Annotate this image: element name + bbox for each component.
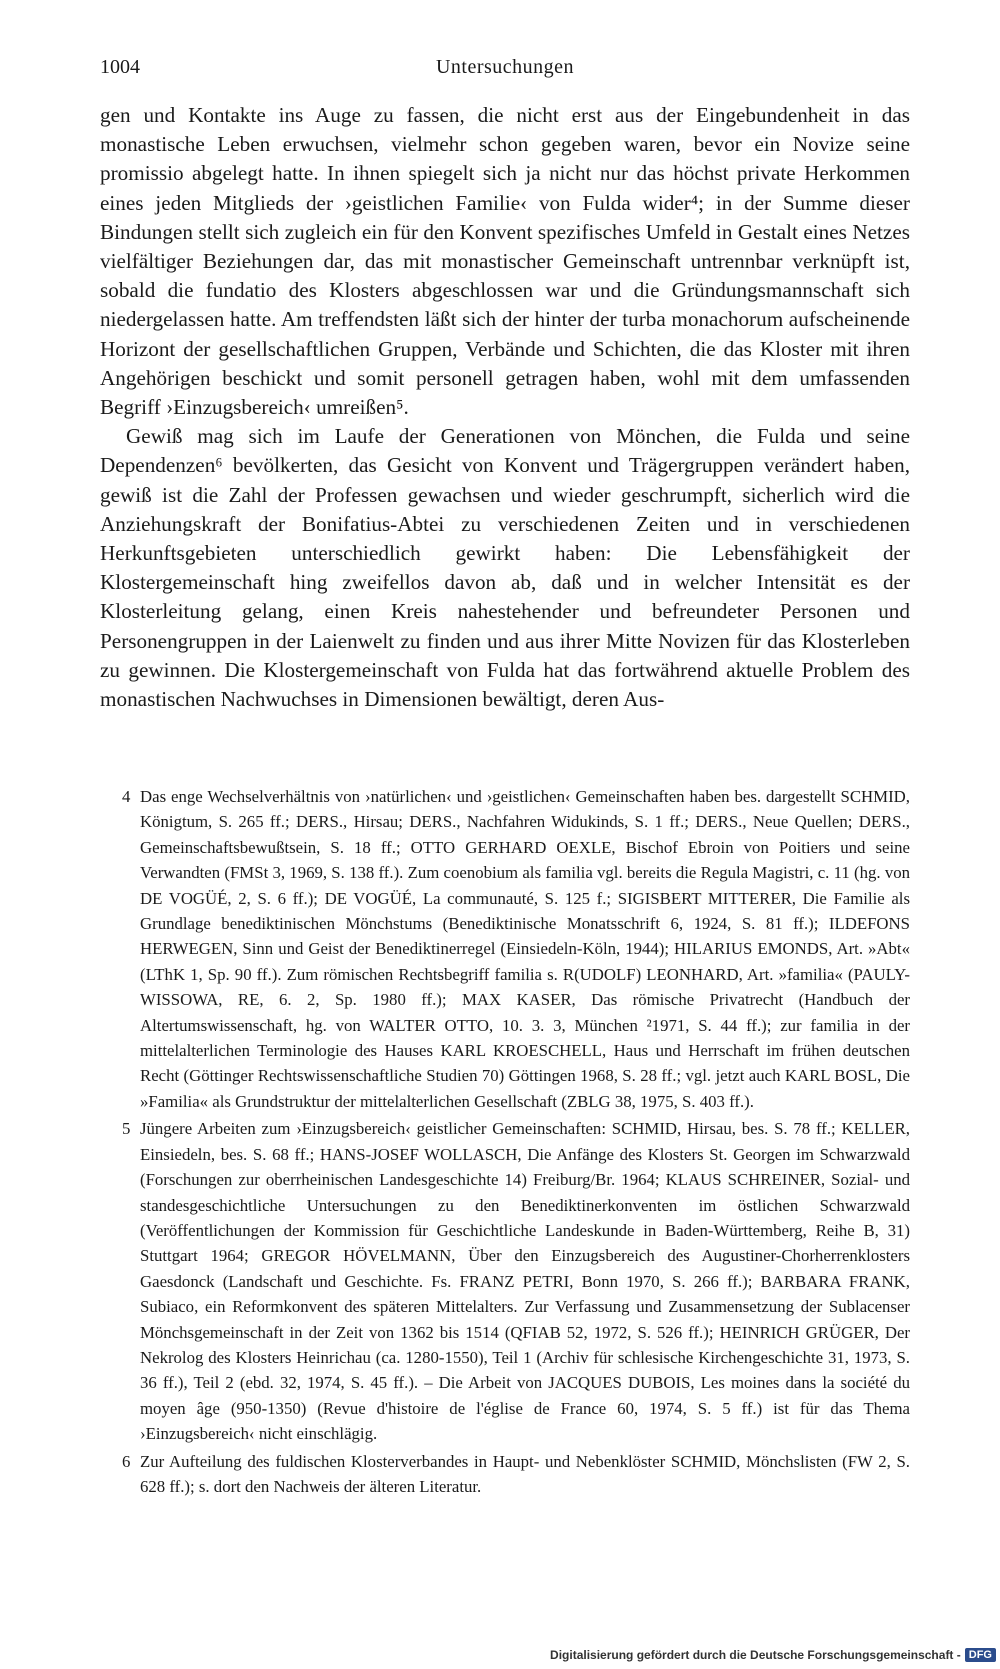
page-number: 1004: [100, 56, 140, 78]
running-head: Untersuchungen: [435, 56, 575, 78]
paragraph: gen und Kontakte ins Auge zu fassen, die nicht erst aus der Eingebundenheit in das monastische Leben erwuchsen, vielmehr schon gegeben waren, bevor ein Novize seine promissio abgelegt hatte. In ihnen spiegelt sich ja nicht nur das höchst private Herkommen eines jeden Mitglieds der ›geistlichen Familie‹ von Fulda wider⁴; in der Summe dieser Bindungen stellt sich zugleich ein für den Konvent spezifisches Umfeld in Gestalt eines Netzes vielfältiger Beziehungen dar, das mit monastischer Gemeinschaft untrennbar verknüpft ist, sobald die fundatio des Klosters abgeschlossen war und die Gründungsmannschaft sich niedergelassen hatte. Am treffendsten läßt sich der hinter der turba monachorum aufscheinende Horizont der gesellschaftlichen Gruppen, Verbände und Schichten, die das Kloster mit ihren Angehörigen beschickt und somit personell getragen haben, wohl mit dem umfassenden Begriff ›Einzugsbereich‹ umreißen⁵.: [100, 103, 910, 420]
footnote-number: 5: [122, 1119, 131, 1139]
footnotes: [100, 784, 910, 1501]
footnote-text: Das enge Wechselverhältnis von ›natürlichen‹ und ›geistlichen‹ Gemeinschaften haben bes. dargestellt SCHMID, Königtum, S. 265 ff.; DERS., Hirsau; DERS., Nachfahren Widukinds, S. 1 ff.; DERS., Neue Quellen; DERS., Gemeinschaftsbewußtsein, S. 18 ff.; OTTO GERHARD OEXLE, Bischof Ebroin von Poitiers und seine Verwandten (FMSt 3, 1969, S. 138 ff.). Zum coenobium als familia vgl. bereits die Regula Magistri, c. 11 (hg. von DE VOGÜÉ, 2, S. 6 ff.); DE VOGÜÉ, La communauté, S. 125 f.; SIGISBERT MITTERER, Die Familie als Grundlage benediktinischen Mönchstums (Benediktinische Monatsschrift 6, 1924, S. 81 ff.); ILDEFONS HERWEGEN, Sinn und Geist der Benediktinerregel (Einsiedeln-Köln, 1944); HILARIUS EMONDS, Art. »Abt« (LThK 1, Sp. 90 ff.). Zum römischen Rechtsbegriff familia s. R(UDOLF) LEONHARD, Art. »familia« (PAULY-WISSOWA, RE, 6. 2, Sp. 1980 ff.); MAX KASER, Das römische Privatrecht (Handbuch der Altertumswissenschaft, hg. von WALTER OTTO, 10. 3. 3, München ²1971, S. 44 ff.); zur familia in der mittelalterlichen Terminologie des Hauses KARL KROESCHELL, Haus und Herrschaft im frühen deutschen Recht (Göttinger Rechtswissenschaftliche Studien 70) Göttingen 1968, S. 28 ff.; vgl. jetzt auch KARL BOSL, Die »Familia« als Grundstruktur der mittelalterlichen Gesellschaft (ZBLG 38, 1975, S. 403 ff.).: [140, 787, 910, 1111]
credit-text: Digitalisierung gefördert durch die Deutsche Forschungsgemeinschaft -: [550, 1648, 961, 1662]
footnote-text: Jüngere Arbeiten zum ›Einzugsbereich‹ geistlicher Gemeinschaften: SCHMID, Hirsau, bes. S. 78 ff.; KELLER, Einsiedeln, bes. S. 68 ff.; HANS-JOSEF WOLLASCH, Die Anfänge des Klosters St. Georgen im Schwarzwald (Forschungen zur oberrheinischen Landesgeschichte 14) Freiburg/Br. 1964; KLAUS SCHREINER, Sozial- und standesgeschichtliche Untersuchungen zu den Benediktinerkonventen im östlichen Schwarzwald (Veröffentlichungen der Kommission für Geschichtliche Landeskunde in Baden-Württemberg, Reihe B, 31) Stuttgart 1964; GREGOR HÖVELMANN, Über den Einzugsbereich des Augustiner-Chorherrenklosters Gaesdonck (Landschaft und Geschichte. Fs. FRANZ PETRI, Bonn 1970, S. 266 ff.); BARBARA FRANK, Subiaco, ein Reformkonvent des späteren Mittelalters. Zur Verfassung und Zusammensetzung der Sublacenser Mönchsgemeinschaft in der Zeit von 1362 bis 1514 (QFIAB 52, 1972, S. 526 ff.); HEINRICH GRÜGER, Der Nekrolog des Klosters Heinrichau (ca. 1280-1550), Teil 1 (Archiv für schlesische Kirchengeschichte 31, 1973, S. 36 ff.), Teil 2 (ebd. 32, 1974, S. 45 ff.). – Die Arbeit von JACQUES DUBOIS, Les moines dans la société du moyen âge (950-1350) (Revue d'histoire de l'église de France 60, 1974, S. 5 ff.) ist für das Thema ›Einzugsbereich‹ nicht einschlägig.: [140, 1119, 910, 1444]
footnote-text: Zur Aufteilung des fuldischen Klosterverbandes in Haupt- und Nebenklöster SCHMID, Mönchslisten (FW 2, S. 628 ff.); s. dort den Nachweis der älteren Literatur.: [140, 1451, 910, 1496]
footnote-number: 4: [122, 787, 131, 806]
footnote: [100, 1116, 910, 1446]
page-header: [100, 56, 910, 86]
dfg-logo-icon: DFG: [965, 1648, 996, 1662]
main-text: [100, 101, 910, 714]
digitization-credit: [550, 1645, 996, 1665]
footnote: [100, 1449, 910, 1500]
footnote-number: 6: [122, 1451, 131, 1471]
paragraph: Gewiß mag sich im Laufe der Generationen von Mönchen, die Fulda und seine Dependenzen⁶ bevölkerten, das Gesicht von Konvent und Trägergruppen verändert haben, gewiß ist die Zahl der Professen gewachsen und wieder geschrumpft, sicherlich wird die Anziehungskraft der Bonifatius-Abtei zu verschiedenen Zeiten und in verschiedenen Herkunftsgebieten unterschiedlich gewirkt haben: Die Lebensfähigkeit der Klostergemeinschaft hing zweifellos davon ab, daß und in welcher Intensität es der Klosterleitung gelang, einen Kreis nahestehender und befreundeter Personen und Personengruppen in der Laienwelt zu finden und aus ihrer Mitte Novizen für das Klosterleben zu gewinnen. Die Klostergemeinschaft von Fulda hat das fortwährend aktuelle Problem des monastischen Nachwuchses in Dimensionen bewältigt, deren Aus-: [100, 424, 910, 712]
footnote: [100, 784, 910, 1114]
